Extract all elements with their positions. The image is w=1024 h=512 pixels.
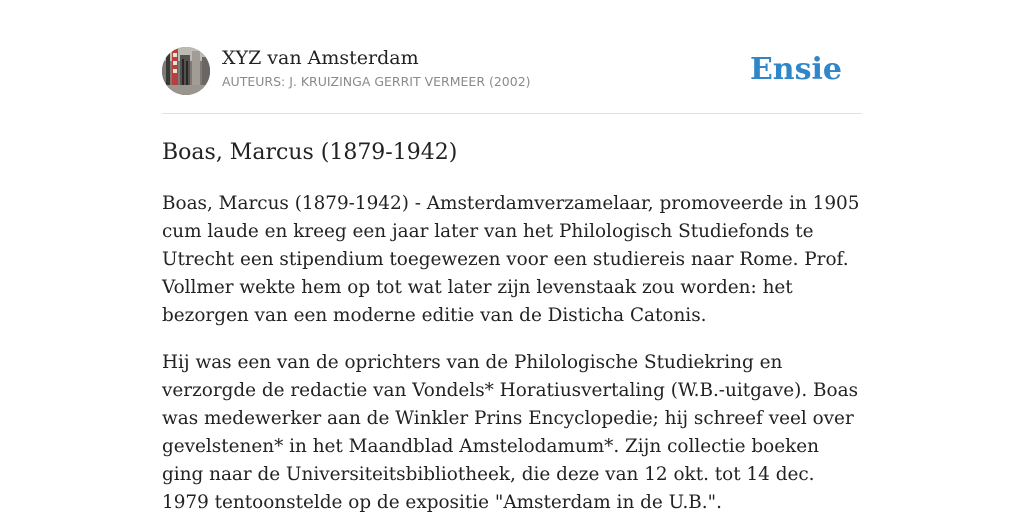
book-cover-icon[interactable] (162, 47, 210, 95)
entry-title: Boas, Marcus (1879-1942) (162, 140, 458, 165)
book-cover-image (162, 47, 210, 95)
header-divider (162, 113, 862, 114)
entry-body (162, 190, 862, 512)
entry-paragraph: Boas, Marcus (1879-1942) - Amsterdamverzamelaar, promoveerde in 1905 cum laude en kreeg een jaar later van het Philologisch Studiefonds te Utrecht een stipendium toegewezen voor een studiereis naar Rome. Prof. Vollmer wekte hem op tot wat later zijn levenstaak zou worden: het bezorgen van een moderne editie van de Disticha Catonis. (162, 193, 860, 326)
book-title[interactable]: XYZ van Amsterdam (222, 47, 419, 69)
brand-logo[interactable]: Ensie (749, 52, 842, 87)
book-header (162, 46, 862, 96)
book-authors: AUTEURS: J. KRUIZINGA GERRIT VERMEER (2002) (222, 74, 531, 89)
entry-paragraph: Hij was een van de oprichters van de Philologische Studiekring en verzorgde de redactie van Vondels* Horatiusvertaling (W.B.-uitgave). Boas was medewerker aan de Winkler Prins Encyclopedie; hij schreef veel over gevelstenen* in het Maandblad Amstelodamum*. Zijn collectie boeken ging naar de Universiteitsbibliotheek, die deze van 12 okt. tot 14 dec. 1979 tentoonstelde op de expositie "Amsterdam in de U.B.". (162, 352, 859, 512)
